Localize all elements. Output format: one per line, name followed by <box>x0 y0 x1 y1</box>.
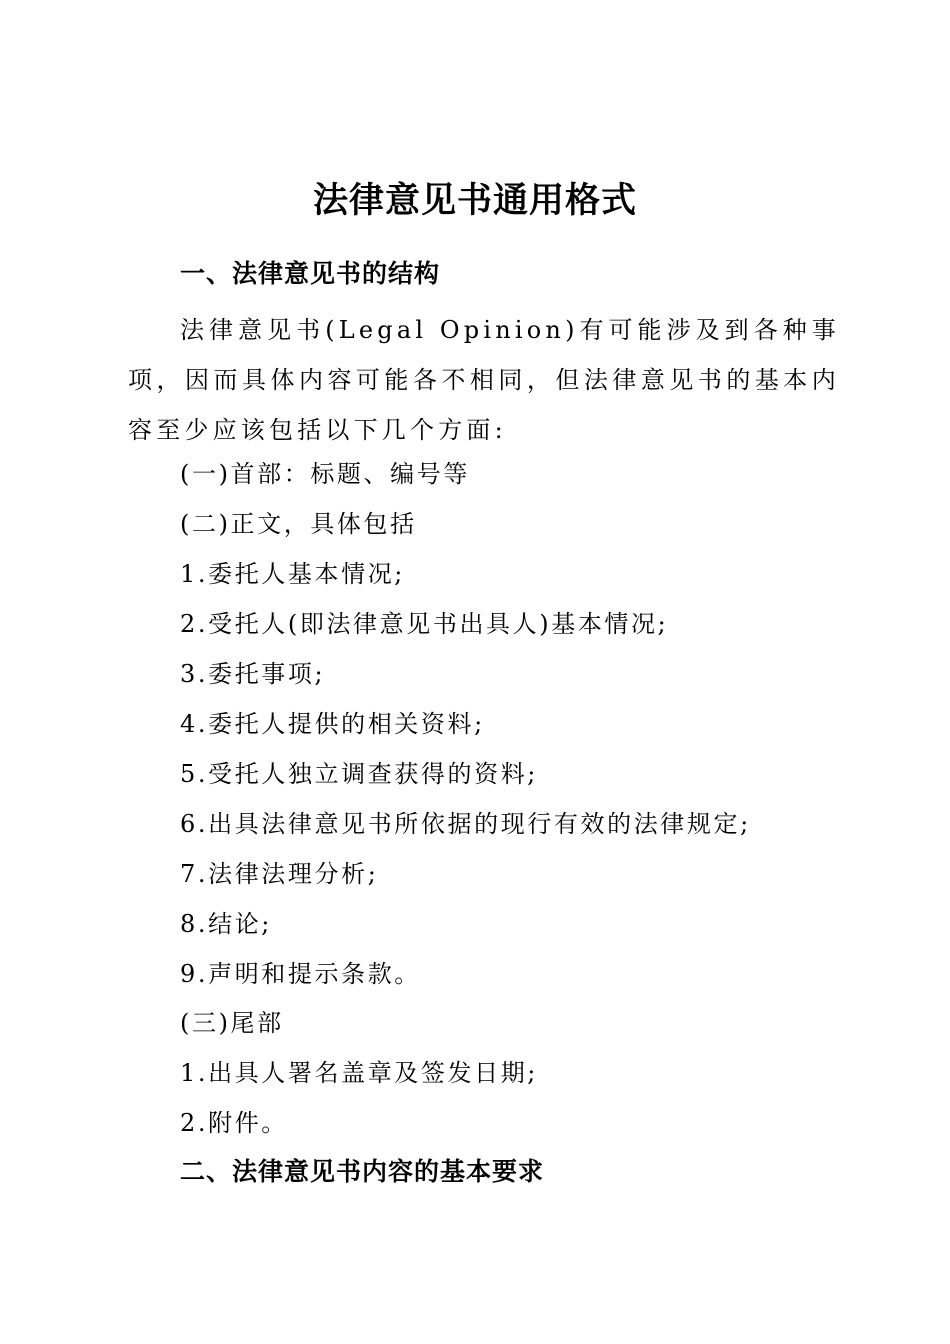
list-item: 7.法律法理分析; <box>180 860 379 888</box>
list-item: 8.结论; <box>180 910 272 938</box>
part-header-body: (二)正文，具体包括 <box>180 510 417 538</box>
list-item: 3.委托事项; <box>180 660 326 688</box>
intro-paragraph: 法律意见书(Legal Opinion)有可能涉及到各种事项，因而具体内容可能各不相同，但法律意见书的基本内容至少应该包括以下几个方面: <box>128 316 840 444</box>
list-item: 1.出具人署名盖章及签发日期; <box>180 1059 538 1087</box>
section-heading-requirements: 二、法律意见书内容的基本要求 <box>180 1157 545 1186</box>
list-item: 2.受托人(即法律意见书出具人)基本情况; <box>180 610 669 638</box>
part-header-end: (三)尾部 <box>180 1009 284 1037</box>
list-item: 4.委托人提供的相关资料; <box>180 710 485 738</box>
list-item: 1.委托人基本情况; <box>180 560 405 588</box>
list-item: 2.附件。 <box>180 1109 288 1137</box>
section-heading-structure: 一、法律意见书的结构 <box>180 259 441 288</box>
part-header-first: (一)首部：标题、编号等 <box>180 460 470 488</box>
list-item: 5.受托人独立调查获得的资料; <box>180 760 538 788</box>
document-title: 法律意见书通用格式 <box>312 181 637 221</box>
list-item: 6.出具法律意见书所依据的现行有效的法律规定; <box>180 810 751 838</box>
list-item: 9.声明和提示条款。 <box>180 960 421 988</box>
